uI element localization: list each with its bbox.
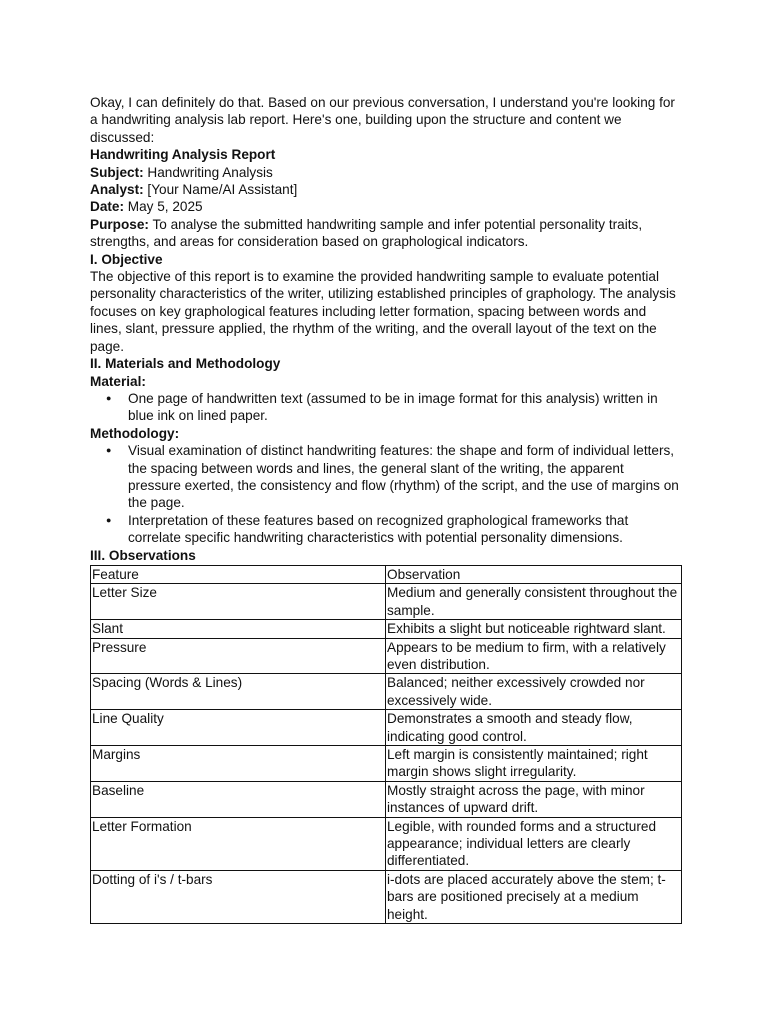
table-row (91, 870, 682, 923)
table-header-row (91, 565, 682, 583)
section-objective-heading: I. Objective (90, 251, 163, 267)
list-item: ● One page of handwritten text (assumed to be in image format for this analysis) written in blue ink on lined paper. (128, 390, 680, 425)
table-cell-observation: Appears to be medium to firm, with a relatively even distribution. (386, 638, 682, 674)
table-row (91, 638, 682, 674)
material-list (90, 390, 680, 425)
table-cell-observation: Balanced; neither excessively crowded nor excessively wide. (386, 674, 682, 710)
table-cell-feature: Line Quality (91, 710, 386, 746)
purpose-label: Purpose: (90, 216, 149, 232)
table-row (91, 781, 682, 817)
list-item: ● Interpretation of these features based on recognized graphological frameworks that correlate specific handwriting characteristics with potential personality dimensions. (128, 512, 680, 547)
analyst-label: Analyst: (90, 182, 144, 198)
table-cell-feature: Spacing (Words & Lines) (91, 674, 386, 710)
table-cell-observation: Demonstrates a smooth and steady flow, indicating good control. (386, 710, 682, 746)
intro-paragraph: Okay, I can definitely do that. Based on our previous conversation, I understand you're looking for a handwriting analysis lab report. Here's one, building upon the structure and content we discussed: (90, 95, 675, 145)
section-materials-heading: II. Materials and Methodology (90, 356, 281, 372)
material-label: Material: (90, 373, 146, 389)
table-cell-feature: Dotting of i's / t-bars (91, 870, 386, 923)
methodology-list (90, 442, 680, 546)
table-cell-observation: Legible, with rounded forms and a structured appearance; individual letters are clearly differentiated. (386, 817, 682, 870)
meta-subject (90, 164, 680, 181)
table-cell-observation: Left margin is consistently maintained; right margin shows slight irregularity. (386, 746, 682, 782)
meta-purpose (90, 216, 680, 251)
meta-date (90, 198, 680, 215)
table-cell-feature: Margins (91, 746, 386, 782)
section-objective-body: The objective of this report is to examine the provided handwriting sample to evaluate potential personality characteristics of the writer, utilizing established principles of graphology. The analysis focuses on key graphological features including letter formation, spacing between words and lines, slant, pressure applied, the rhythm of the writing, and the overall layout of the text on the page. (90, 269, 676, 354)
table-row (91, 710, 682, 746)
table-cell-observation: Medium and generally consistent throughout the sample. (386, 584, 682, 620)
table-row (91, 746, 682, 782)
table-cell-feature: Letter Size (91, 584, 386, 620)
date-value: May 5, 2025 (124, 199, 203, 215)
list-item: ● Visual examination of distinct handwriting features: the shape and form of individual letters, the spacing between words and lines, the general slant of the writing, the apparent pressure exerted, the consistency and flow (rhythm) of the script, and the use of margins on the page. (128, 442, 680, 512)
report-title: Handwriting Analysis Report (90, 147, 276, 163)
table-header-cell: Feature (91, 565, 386, 583)
meta-analyst (90, 181, 680, 198)
table-row (91, 674, 682, 710)
subject-value: Handwriting Analysis (143, 164, 273, 180)
table-cell-observation: Mostly straight across the page, with minor instances of upward drift. (386, 781, 682, 817)
table-row (91, 620, 682, 638)
date-label: Date: (90, 199, 124, 215)
table-row (91, 584, 682, 620)
table-cell-feature: Baseline (91, 781, 386, 817)
table-cell-feature: Pressure (91, 638, 386, 674)
table-cell-observation: i-dots are placed accurately above the stem; t-bars are positioned precisely at a medium height. (386, 870, 682, 923)
analyst-value: [Your Name/AI Assistant] (143, 182, 298, 198)
section-observations-heading: III. Observations (90, 547, 196, 563)
table-cell-feature: Letter Formation (91, 817, 386, 870)
observations-table (90, 565, 682, 924)
methodology-label: Methodology: (90, 425, 180, 441)
table-header-cell: Observation (386, 565, 682, 583)
table-cell-observation: Exhibits a slight but noticeable rightward slant. (386, 620, 682, 638)
table-row (91, 817, 682, 870)
purpose-value: To analyse the submitted handwriting sample and infer potential personality traits, strengths, and areas for consideration based on graphological indicators. (90, 216, 643, 250)
subject-label: Subject: (90, 164, 144, 180)
table-cell-feature: Slant (91, 620, 386, 638)
